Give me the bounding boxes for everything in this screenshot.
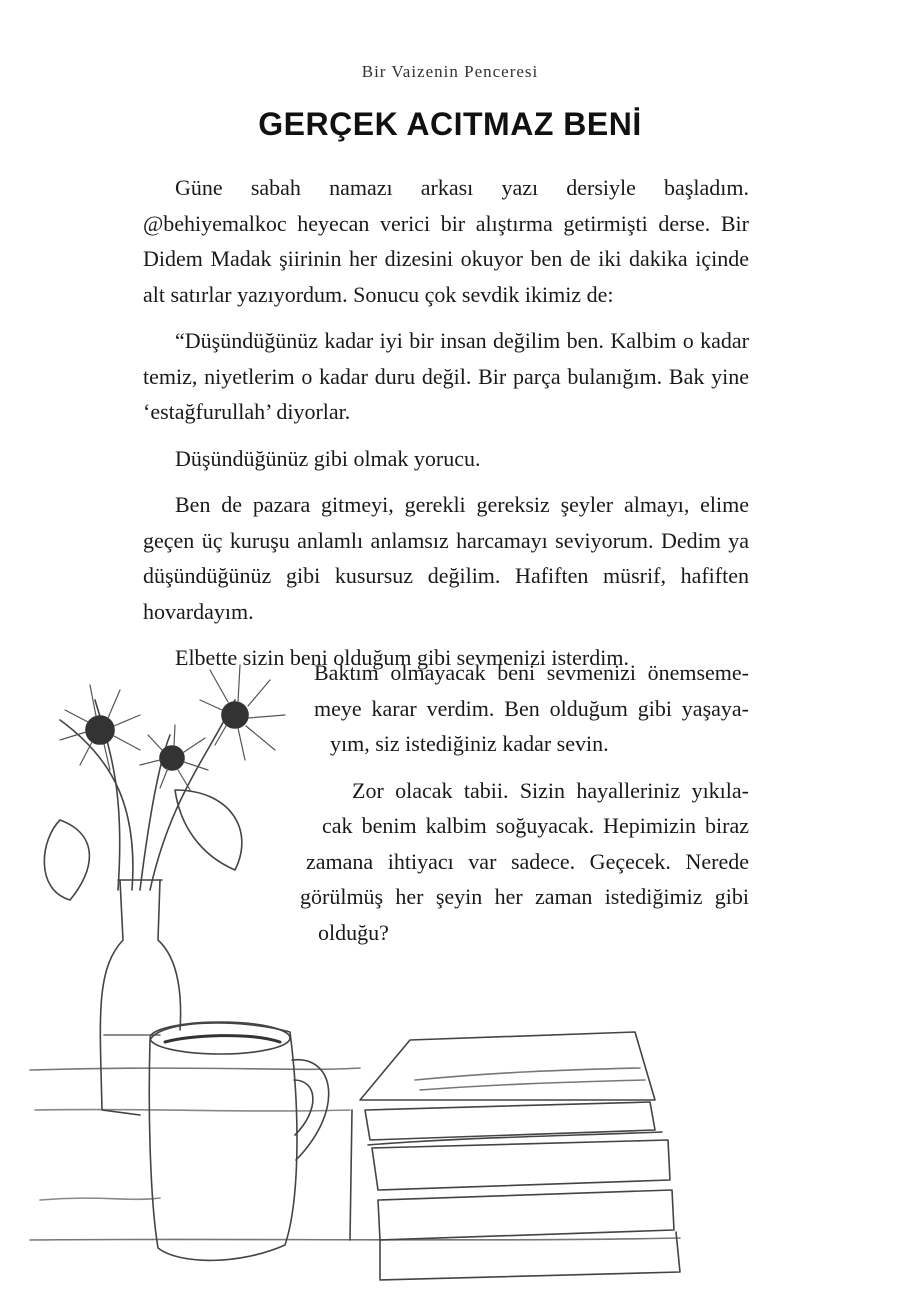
- body-text: [143, 170, 749, 687]
- paragraph-1: Güne sabah namazı arkası yazı dersiyle başladım. @behiyemalkoc heyecan verici bir alıştırma getirmişti derse. Bir Didem Madak şiirinin her dizesini okuyor ben de iki dakika içinde alt satırlar yazıyordum. Sonucu çok sevdik ikimiz de:: [143, 175, 749, 307]
- text-line: Baktım olmayacak beni sevmenizi önemseme-: [314, 660, 749, 685]
- text-line: zamana ihtiyacı var sadece. Geçecek. Nerede: [306, 848, 749, 874]
- text-line: meye karar verdim. Ben olduğum gibi yaşaya-: [314, 695, 749, 721]
- text-line: yım, siz istediğiniz kadar sevin.: [330, 731, 609, 756]
- paragraph-6: [300, 655, 749, 762]
- text-line: cak benim kalbim soğuyacak. Hepimizin biraz: [322, 813, 749, 838]
- paragraph-7: [300, 773, 749, 951]
- chapter-title: GERÇEK ACITMAZ BENİ: [258, 106, 642, 142]
- text-line: Zor olacak tabii. Sizin hayalleriniz yıkıla-: [352, 777, 749, 803]
- paragraph-5: Elbette sizin beni olduğum gibi sevmenizi isterdim.: [175, 645, 629, 670]
- paragraph-4: Ben de pazara gitmeyi, gerekli gereksiz şeyler almayı, elime geçen üç kuruşu anlamlı anlamsız harcamayı seviyorum. Dedim ya düşündüğünüz gibi kusursuz değilim. Hafiften müsrif, hafiften hovardayım.: [143, 492, 749, 624]
- running-header: Bir Vaizenin Penceresi: [361, 62, 539, 81]
- paragraph-3: Düşündüğünüz gibi olmak yorucu.: [175, 445, 481, 471]
- wrapped-text: [300, 655, 749, 961]
- text-line: olduğu?: [318, 919, 389, 945]
- paragraph-2: “Düşündüğünüz kadar iyi bir insan değilim ben. Kalbim o kadar temiz, niyetlerim o kadar duru değil. Bir parça bulanığım. Bak yine ‘estağfurullah’ diyorlar.: [143, 328, 749, 424]
- text-line: görülmüş her şeyin her zaman istediğimiz gibi: [300, 884, 749, 909]
